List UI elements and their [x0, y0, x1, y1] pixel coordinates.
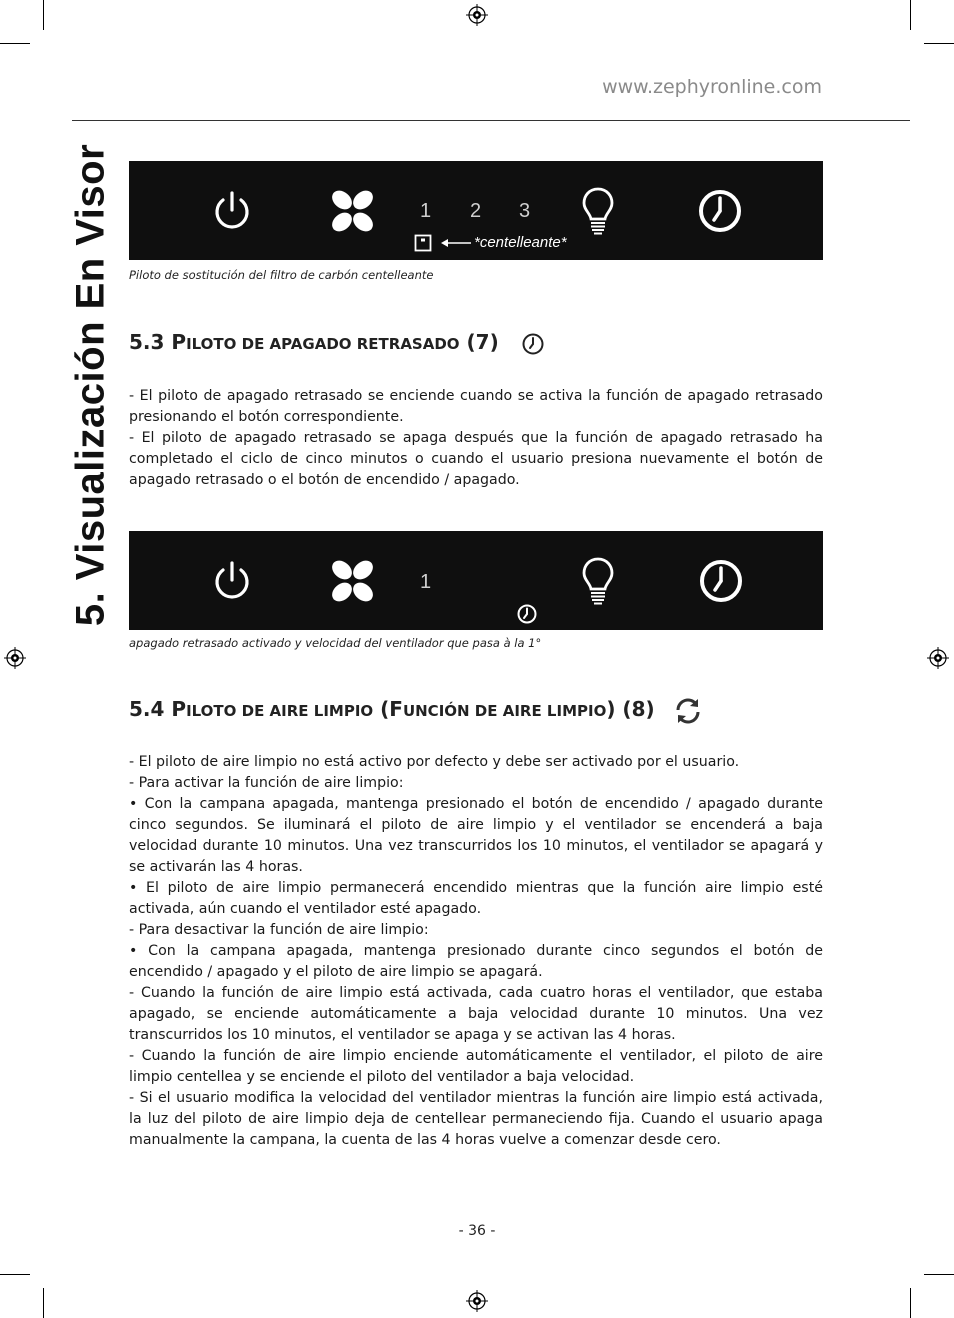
- registration-mark-icon: [466, 1290, 488, 1312]
- power-icon: [211, 560, 253, 602]
- crop-mark: [910, 1288, 911, 1318]
- section-5-3-body: [129, 386, 823, 491]
- section-5-4-body: [129, 752, 823, 1151]
- paragraph: • Con la campana apagada, mantenga presionado el botón de encendido / apagado durante cinco segundos. Se iluminará el piloto de aire limpio y el ventilador se encenderá a baja velocidad durante 10 minutos. Una vez transcurridos los 10 minutos, el ventilador se apagará y se activarán las 4 horas.: [129, 796, 823, 875]
- heading-smallcaps: ILOTO DE APAGADO RETRASADO: [186, 335, 460, 353]
- paragraph: - Para activar la función de aire limpio:: [129, 775, 404, 791]
- panel1-caption: Piloto de sostitución del filtro de carbón centelleante: [129, 268, 434, 282]
- heading-cap: P: [171, 697, 187, 721]
- section-5-3-heading: [129, 330, 499, 354]
- paragraph: - Cuando la función de aire limpio enciende automáticamente el ventilador, el piloto de aire limpio centellea y se enciende el piloto del ventilador a baja velocidad.: [129, 1048, 823, 1085]
- registration-mark-icon: [466, 4, 488, 26]
- website-url: www.zephyronline.com: [602, 76, 822, 98]
- paragraph: • Con la campana apagada, mantenga presionado durante cinco segundos el botón de encendido / apagado y el piloto de aire limpio se apagará.: [129, 943, 823, 980]
- timer-clock-icon: [697, 188, 743, 234]
- timer-clock-icon: [698, 558, 744, 604]
- registration-mark-icon: [927, 647, 949, 669]
- crop-mark: [43, 0, 44, 30]
- paragraph: - El piloto de aire limpio no está activo por defecto y debe ser activado por el usuario.: [129, 754, 740, 770]
- display-panel-filter: [129, 161, 823, 260]
- speed-label: 1: [420, 571, 432, 593]
- fan-icon: [329, 189, 375, 233]
- heading-number: 5.3: [129, 330, 172, 354]
- heading-cap: F: [389, 697, 403, 721]
- header-rule: [72, 120, 910, 121]
- arrow-left-icon: [441, 238, 471, 248]
- heading-cap: P: [171, 330, 187, 354]
- section-5-4-heading: [129, 697, 655, 721]
- blink-label: *centelleante*: [474, 234, 567, 251]
- heading-paren: (: [373, 697, 390, 721]
- heading-suffix: ) (8): [606, 697, 655, 721]
- speed-label: 1: [420, 200, 432, 222]
- power-icon: [211, 190, 253, 232]
- panel2-caption: apagado retrasado activado y velocidad del ventilador que pasa à la 1°: [129, 636, 542, 650]
- filter-indicator-icon: [414, 234, 432, 252]
- page-number: - 36 -: [458, 1223, 496, 1239]
- registration-mark-icon: [4, 647, 26, 669]
- crop-mark: [924, 43, 954, 44]
- crop-mark: [924, 1274, 954, 1275]
- crop-mark: [910, 0, 911, 30]
- clean-air-recycle-icon: [673, 697, 703, 725]
- heading-number: 5.4: [129, 697, 172, 721]
- paragraph: - Si el usuario modifica la velocidad del ventilador mientras la función aire limpio está activada, la luz del piloto de aire limpio deja de centellear permaneciendo fija. Cuando el usuario apaga manualmente la campana, la cuenta de las 4 horas vuelve a comenzar desde cero.: [129, 1090, 823, 1148]
- heading-smallcaps: UNCIÓN DE AIRE LIMPIO: [402, 702, 607, 720]
- side-title: 5. Visualización En Visor: [68, 143, 113, 627]
- paragraph: - El piloto de apagado retrasado se apaga después que la función de apagado retrasado ha completado el ciclo de cinco minutos o cuando el usuario presiona nuevamente el botón de apagado retrasado o el botón de encendido / apagado.: [129, 430, 823, 488]
- paragraph: - Para desactivar la función de aire limpio:: [129, 922, 429, 938]
- paragraph: - El piloto de apagado retrasado se enciende cuando se activa la función de apagado retrasado presionando el botón correspondiente.: [129, 388, 823, 425]
- light-bulb-icon: [581, 556, 615, 606]
- display-panel-delay: [129, 531, 823, 630]
- fan-icon: [329, 559, 375, 603]
- crop-mark: [0, 1274, 30, 1275]
- paragraph: - Cuando la función de aire limpio está activada, cada cuatro horas el ventilador, que estaba apagado, se enciende automáticamente a baja velocidad durante 10 minutos. Una vez transcurridos los 10 minutos, el ventilador se apaga y se activan las 4 horas.: [129, 985, 823, 1043]
- crop-mark: [0, 43, 30, 44]
- speed-label: 3: [519, 200, 531, 222]
- heading-smallcaps: ILOTO DE AIRE LIMPIO: [186, 702, 374, 720]
- speed-label: 2: [470, 200, 482, 222]
- crop-mark: [43, 1288, 44, 1318]
- heading-suffix: (7): [459, 330, 499, 354]
- light-bulb-icon: [581, 186, 615, 236]
- delay-clock-icon: [516, 603, 538, 625]
- paragraph: • El piloto de aire limpio permanecerá encendido mientras que la función aire limpio esté activada, aún cuando el ventilador esté apagado.: [129, 880, 823, 917]
- delay-clock-icon: [521, 332, 545, 356]
